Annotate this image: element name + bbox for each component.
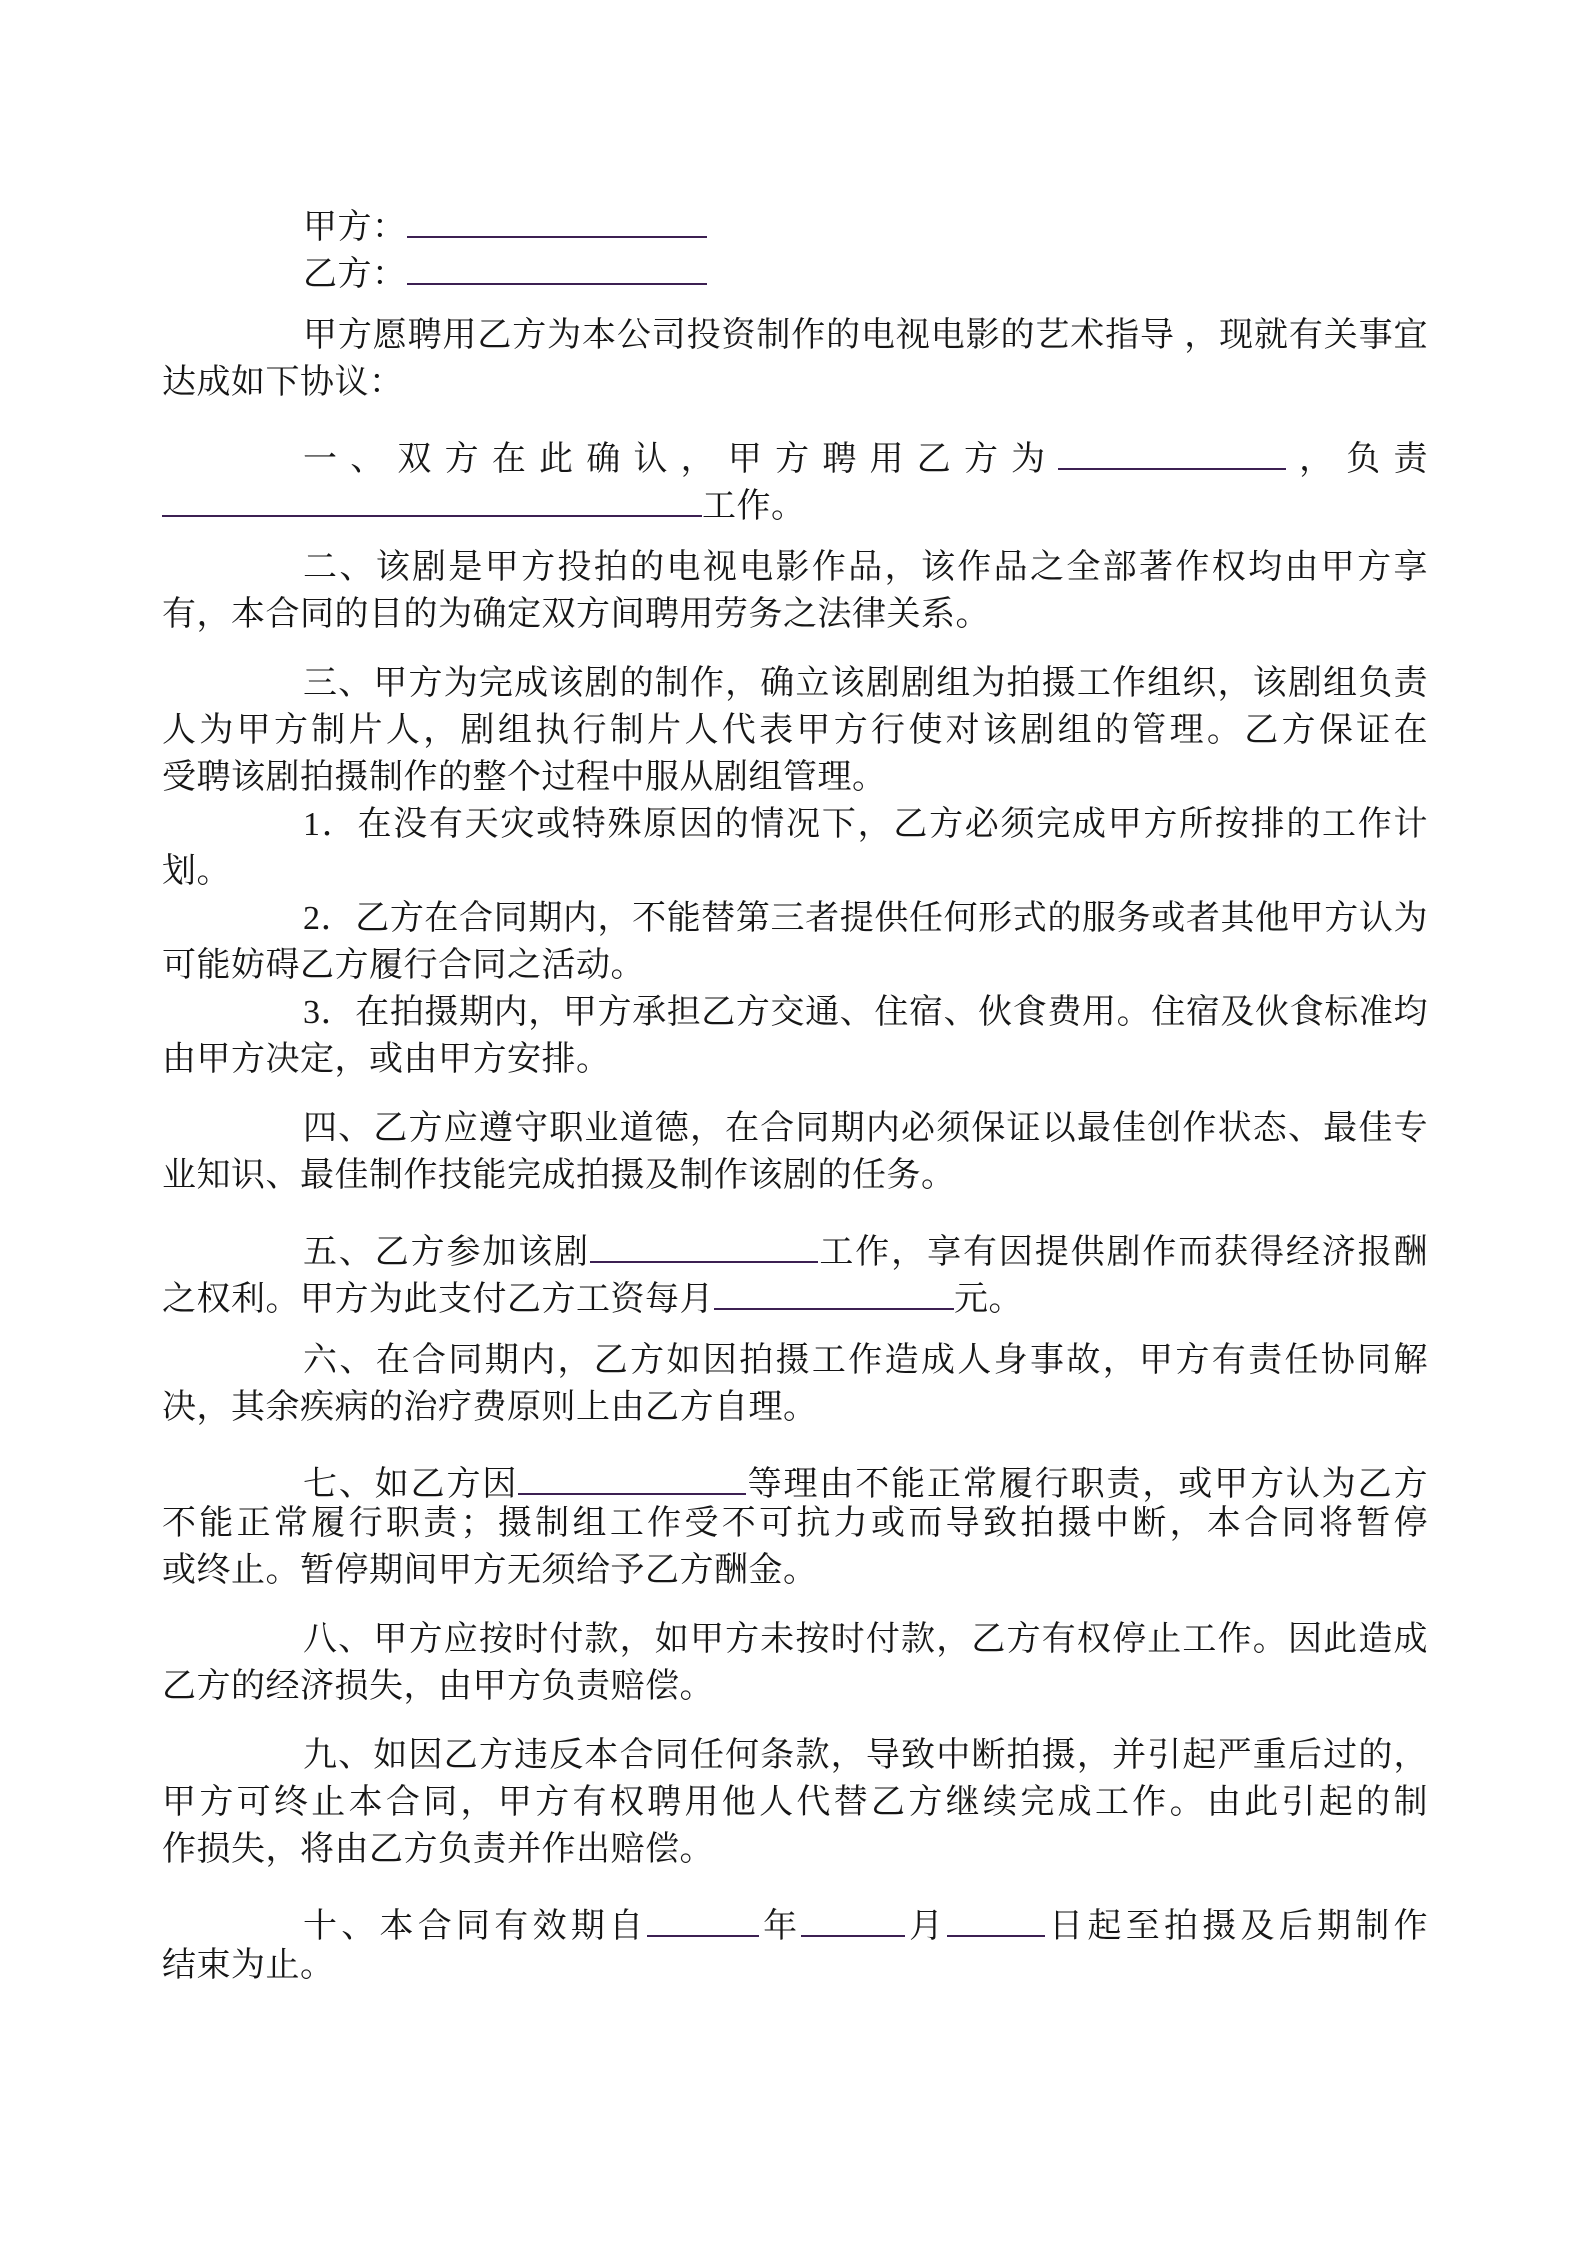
text-line xyxy=(162,1547,1428,1594)
text-line xyxy=(162,428,1429,478)
text-line xyxy=(162,1663,1428,1710)
text-segment: 或终止。暂停期间甲方无须给予乙方酬金。 xyxy=(162,1552,818,1589)
clause-3-item-1 xyxy=(162,801,1428,895)
text-segment: 工作，享有因提供剧作而获得经济报酬 xyxy=(818,1234,1429,1271)
clause-10 xyxy=(162,1895,1428,1989)
duty-blank[interactable] xyxy=(162,475,702,517)
text-segment: 可能妨碍乙方履行合同之活动。 xyxy=(162,947,645,984)
text-line xyxy=(162,801,1428,848)
text-line xyxy=(162,1152,1428,1199)
text-segment: 业知识、最佳制作技能完成拍摄及制作该剧的任务。 xyxy=(162,1157,956,1194)
text-segment: 决，其余疾病的治疗费原则上由乙方自理。 xyxy=(162,1389,818,1426)
text-segment: 八、甲方应按时付款，如甲方未按时付款，乙方有权停止工作。因此造成 xyxy=(303,1621,1428,1658)
text-segment: 受聘该剧拍摄制作的整个过程中服从剧组管理。 xyxy=(162,759,887,796)
text-line xyxy=(162,1826,1428,1873)
text-line xyxy=(162,1779,1428,1826)
text-line xyxy=(162,848,1428,895)
text-segment: 六、在合同期内，乙方如因拍摄工作造成人身事故，甲方有责任协同解 xyxy=(303,1342,1428,1379)
text-line xyxy=(162,544,1428,591)
year-blank[interactable] xyxy=(647,1895,759,1937)
text-line xyxy=(162,1732,1428,1779)
text-segment: 日起至拍摄及后期制作 xyxy=(1045,1908,1429,1945)
text-line xyxy=(162,989,1428,1036)
text-line xyxy=(162,1221,1429,1271)
text-line xyxy=(162,1036,1428,1083)
clause-3 xyxy=(162,660,1428,801)
clause-7 xyxy=(162,1453,1428,1594)
text-segment: 作损失，将由乙方负责并作出赔偿。 xyxy=(162,1831,714,1868)
text-line xyxy=(162,1384,1428,1431)
text-segment: 月 xyxy=(905,1908,948,1945)
text-line xyxy=(162,1942,1428,1989)
reason-blank[interactable] xyxy=(518,1453,746,1495)
text-segment: 3．在拍摄期内，甲方承担乙方交通、住宿、伙食费用。住宿及伙食标准均 xyxy=(303,994,1428,1031)
text-segment: 十、本合同有效期自 xyxy=(303,1908,648,1945)
text-segment: 工作。 xyxy=(702,488,806,525)
text-line xyxy=(162,1895,1429,1945)
text-line xyxy=(162,243,1428,293)
text-segment: 五、乙方参加该剧 xyxy=(303,1234,591,1271)
text-segment: 年 xyxy=(759,1908,802,1945)
clause-6 xyxy=(162,1337,1428,1431)
clause-2 xyxy=(162,544,1428,638)
job-blank[interactable] xyxy=(590,1221,818,1263)
party-b-blank[interactable] xyxy=(407,243,707,285)
text-segment: 达成如下协议： xyxy=(162,364,404,401)
clause-1 xyxy=(162,428,1429,525)
text-segment: 之权利。甲方为此支付乙方工资每月 xyxy=(162,1281,714,1318)
text-line xyxy=(162,1105,1428,1152)
text-segment: 甲方愿聘用乙方为本公司投资制作的电视电影的艺术指导 ，现就有关事宜 xyxy=(303,317,1428,354)
text-line xyxy=(162,1268,1428,1318)
text-segment: 乙方的经济损失，由甲方负责赔偿。 xyxy=(162,1668,714,1705)
contract-body xyxy=(162,196,1428,1989)
text-segment: 结束为止。 xyxy=(162,1947,335,1984)
text-segment: 有，本合同的目的为确定双方间聘用劳务之法律关系。 xyxy=(162,596,990,633)
position-blank[interactable] xyxy=(1058,428,1286,470)
text-segment: 不能正常履行职责；摄制组工作受不可抗力或而导致拍摄中断，本合同将暂停 xyxy=(162,1505,1428,1542)
text-line xyxy=(162,895,1428,942)
clause-9 xyxy=(162,1732,1428,1873)
text-line xyxy=(162,475,1428,525)
text-segment: 2．乙方在合同期内，不能替第三者提供任何形式的服务或者其他甲方认为 xyxy=(303,900,1428,937)
text-segment: 乙方： xyxy=(303,256,407,293)
text-line xyxy=(162,591,1428,638)
party-a-blank[interactable] xyxy=(407,196,707,238)
text-line xyxy=(162,707,1428,754)
text-segment: 1．在没有天灾或特殊原因的情况下，乙方必须完成甲方所按排的工作计 xyxy=(303,806,1428,843)
text-line xyxy=(162,660,1428,707)
party-block xyxy=(162,196,1428,293)
text-line xyxy=(162,312,1428,359)
text-segment: 由甲方决定，或由甲方安排。 xyxy=(162,1041,611,1078)
salary-blank[interactable] xyxy=(714,1268,954,1310)
text-segment: 元。 xyxy=(954,1281,1023,1318)
text-line xyxy=(162,1337,1428,1384)
clause-5 xyxy=(162,1221,1429,1318)
text-segment: 九、如因乙方违反本合同任何条款，导致中断拍摄，并引起严重后过的， xyxy=(303,1737,1428,1774)
clause-3-item-3 xyxy=(162,989,1428,1083)
clause-3-item-2 xyxy=(162,895,1428,989)
day-blank[interactable] xyxy=(947,1895,1045,1937)
text-segment: 二、该剧是甲方投拍的电视电影作品，该作品之全部著作权均由甲方享 xyxy=(303,549,1428,586)
text-line xyxy=(162,754,1428,801)
text-line xyxy=(162,1453,1428,1503)
text-segment: 甲方： xyxy=(303,209,407,246)
text-segment: 一、双方在此确认，甲方聘用乙方为 xyxy=(303,441,1059,478)
clause-8 xyxy=(162,1616,1428,1710)
text-line xyxy=(162,1500,1428,1547)
text-segment: 等理由不能正常履行职责，或甲方认为乙方 xyxy=(746,1466,1428,1503)
text-line xyxy=(162,196,1428,246)
text-segment: 人为甲方制片人，剧组执行制片人代表甲方行使对该剧组的管理。乙方保证在 xyxy=(162,712,1428,749)
text-segment: 三、甲方为完成该剧的制作，确立该剧剧组为拍摄工作组织，该剧组负责 xyxy=(303,665,1428,702)
text-segment: 甲方可终止本合同，甲方有权聘用他人代替乙方继续完成工作。由此引起的制 xyxy=(162,1784,1428,1821)
text-line xyxy=(162,359,1428,406)
intro-paragraph xyxy=(162,312,1428,406)
text-line xyxy=(162,1616,1428,1663)
text-segment: 七、如乙方因 xyxy=(303,1466,519,1503)
text-segment: 划。 xyxy=(162,853,231,890)
month-blank[interactable] xyxy=(801,1895,905,1937)
text-segment: 四、乙方应遵守职业道德，在合同期内必须保证以最佳创作状态、最佳专 xyxy=(303,1110,1428,1147)
text-line xyxy=(162,942,1428,989)
text-segment: ，负责 xyxy=(1286,441,1429,478)
clause-4 xyxy=(162,1105,1428,1199)
